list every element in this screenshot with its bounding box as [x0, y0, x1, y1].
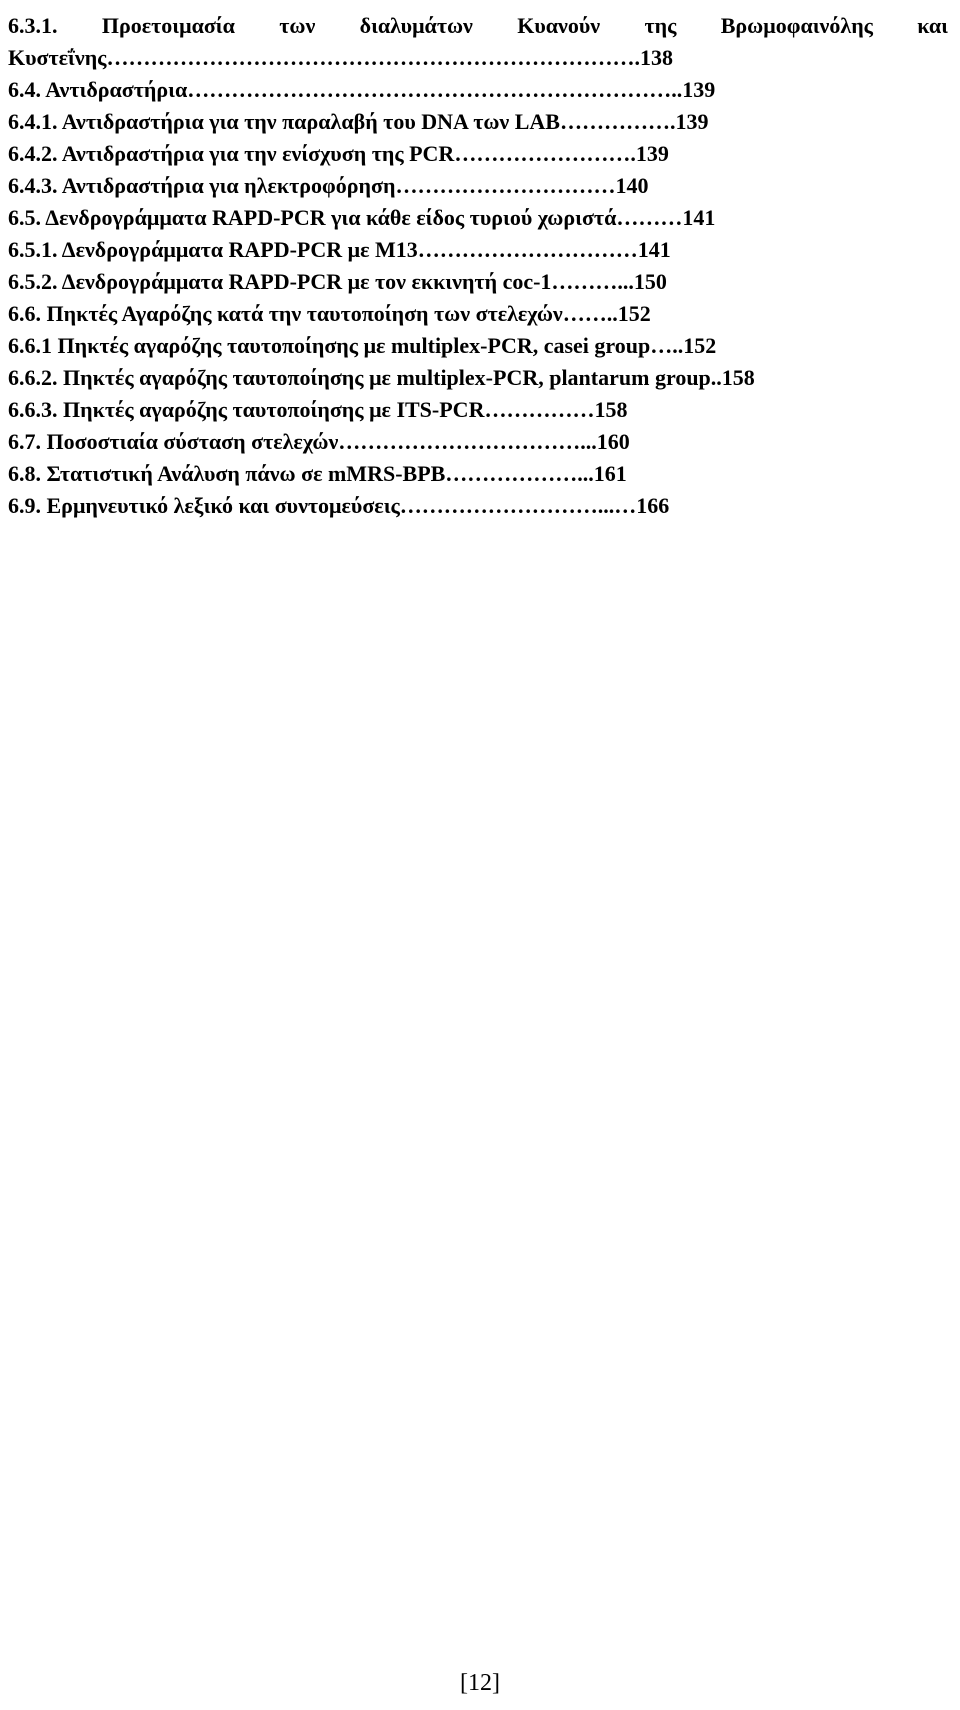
toc-entry-6-4: 6.4. Αντιδραστήρια…………………………………………………………..139 — [8, 77, 716, 102]
toc-entry-6-9: 6.9. Ερμηνευτικό λεξικό και συντομεύσεις………………………...…166 — [8, 493, 670, 518]
page-number: [12] — [460, 1670, 500, 1696]
toc-entry-6-3-1-line-2: Κυστεΐνης……………………………………………………………….138 — [8, 45, 673, 70]
toc-entry-6-6-3: 6.6.3. Πηκτές αγαρόζης ταυτοποίησης με ITS-PCR……………158 — [8, 397, 628, 422]
toc-entry-6-6-1: 6.6.1 Πηκτές αγαρόζης ταυτοποίησης με multiplex-PCR, casei group…..152 — [8, 333, 717, 358]
toc-entry-6-5: 6.5. Δενδρογράμματα RAPD-PCR για κάθε είδος τυριού χωριστά………141 — [8, 205, 716, 230]
toc-entry-6-4-2: 6.4.2. Αντιδραστήρια για την ενίσχυση της PCR…………………….139 — [8, 141, 669, 166]
toc-entry-6-8: 6.8. Στατιστική Ανάλυση πάνω σε mMRS-BPB………………...161 — [8, 461, 627, 486]
toc-entry-6-4-3: 6.4.3. Αντιδραστήρια για ηλεκτροφόρηση…………………………140 — [8, 173, 649, 198]
toc-entry-6-6: 6.6. Πηκτές Αγαρόζης κατά την ταυτοποίηση των στελεχών……..152 — [8, 301, 651, 326]
toc-entry-6-6-2: 6.6.2. Πηκτές αγαρόζης ταυτοποίησης με multiplex-PCR, plantarum group..158 — [8, 365, 755, 390]
toc-entry-6-7: 6.7. Ποσοστιαία σύσταση στελεχών……………………………...160 — [8, 429, 630, 454]
toc-entry-6-5-1: 6.5.1. Δενδρογράμματα RAPD-PCR με M13…………………………141 — [8, 237, 671, 262]
toc-entry-6-5-2: 6.5.2. Δενδρογράμματα RAPD-PCR με τον εκκινητή coc-1………...150 — [8, 269, 667, 294]
toc-entry-6-3-1-line-1: 6.3.1. Προετοιμασία των διαλυμάτων Κυανούν της Βρωμοφαινόλης και — [8, 13, 948, 38]
toc-entry-6-4-1: 6.4.1. Αντιδραστήρια για την παραλαβή του DNA των LAB…………….139 — [8, 109, 709, 134]
